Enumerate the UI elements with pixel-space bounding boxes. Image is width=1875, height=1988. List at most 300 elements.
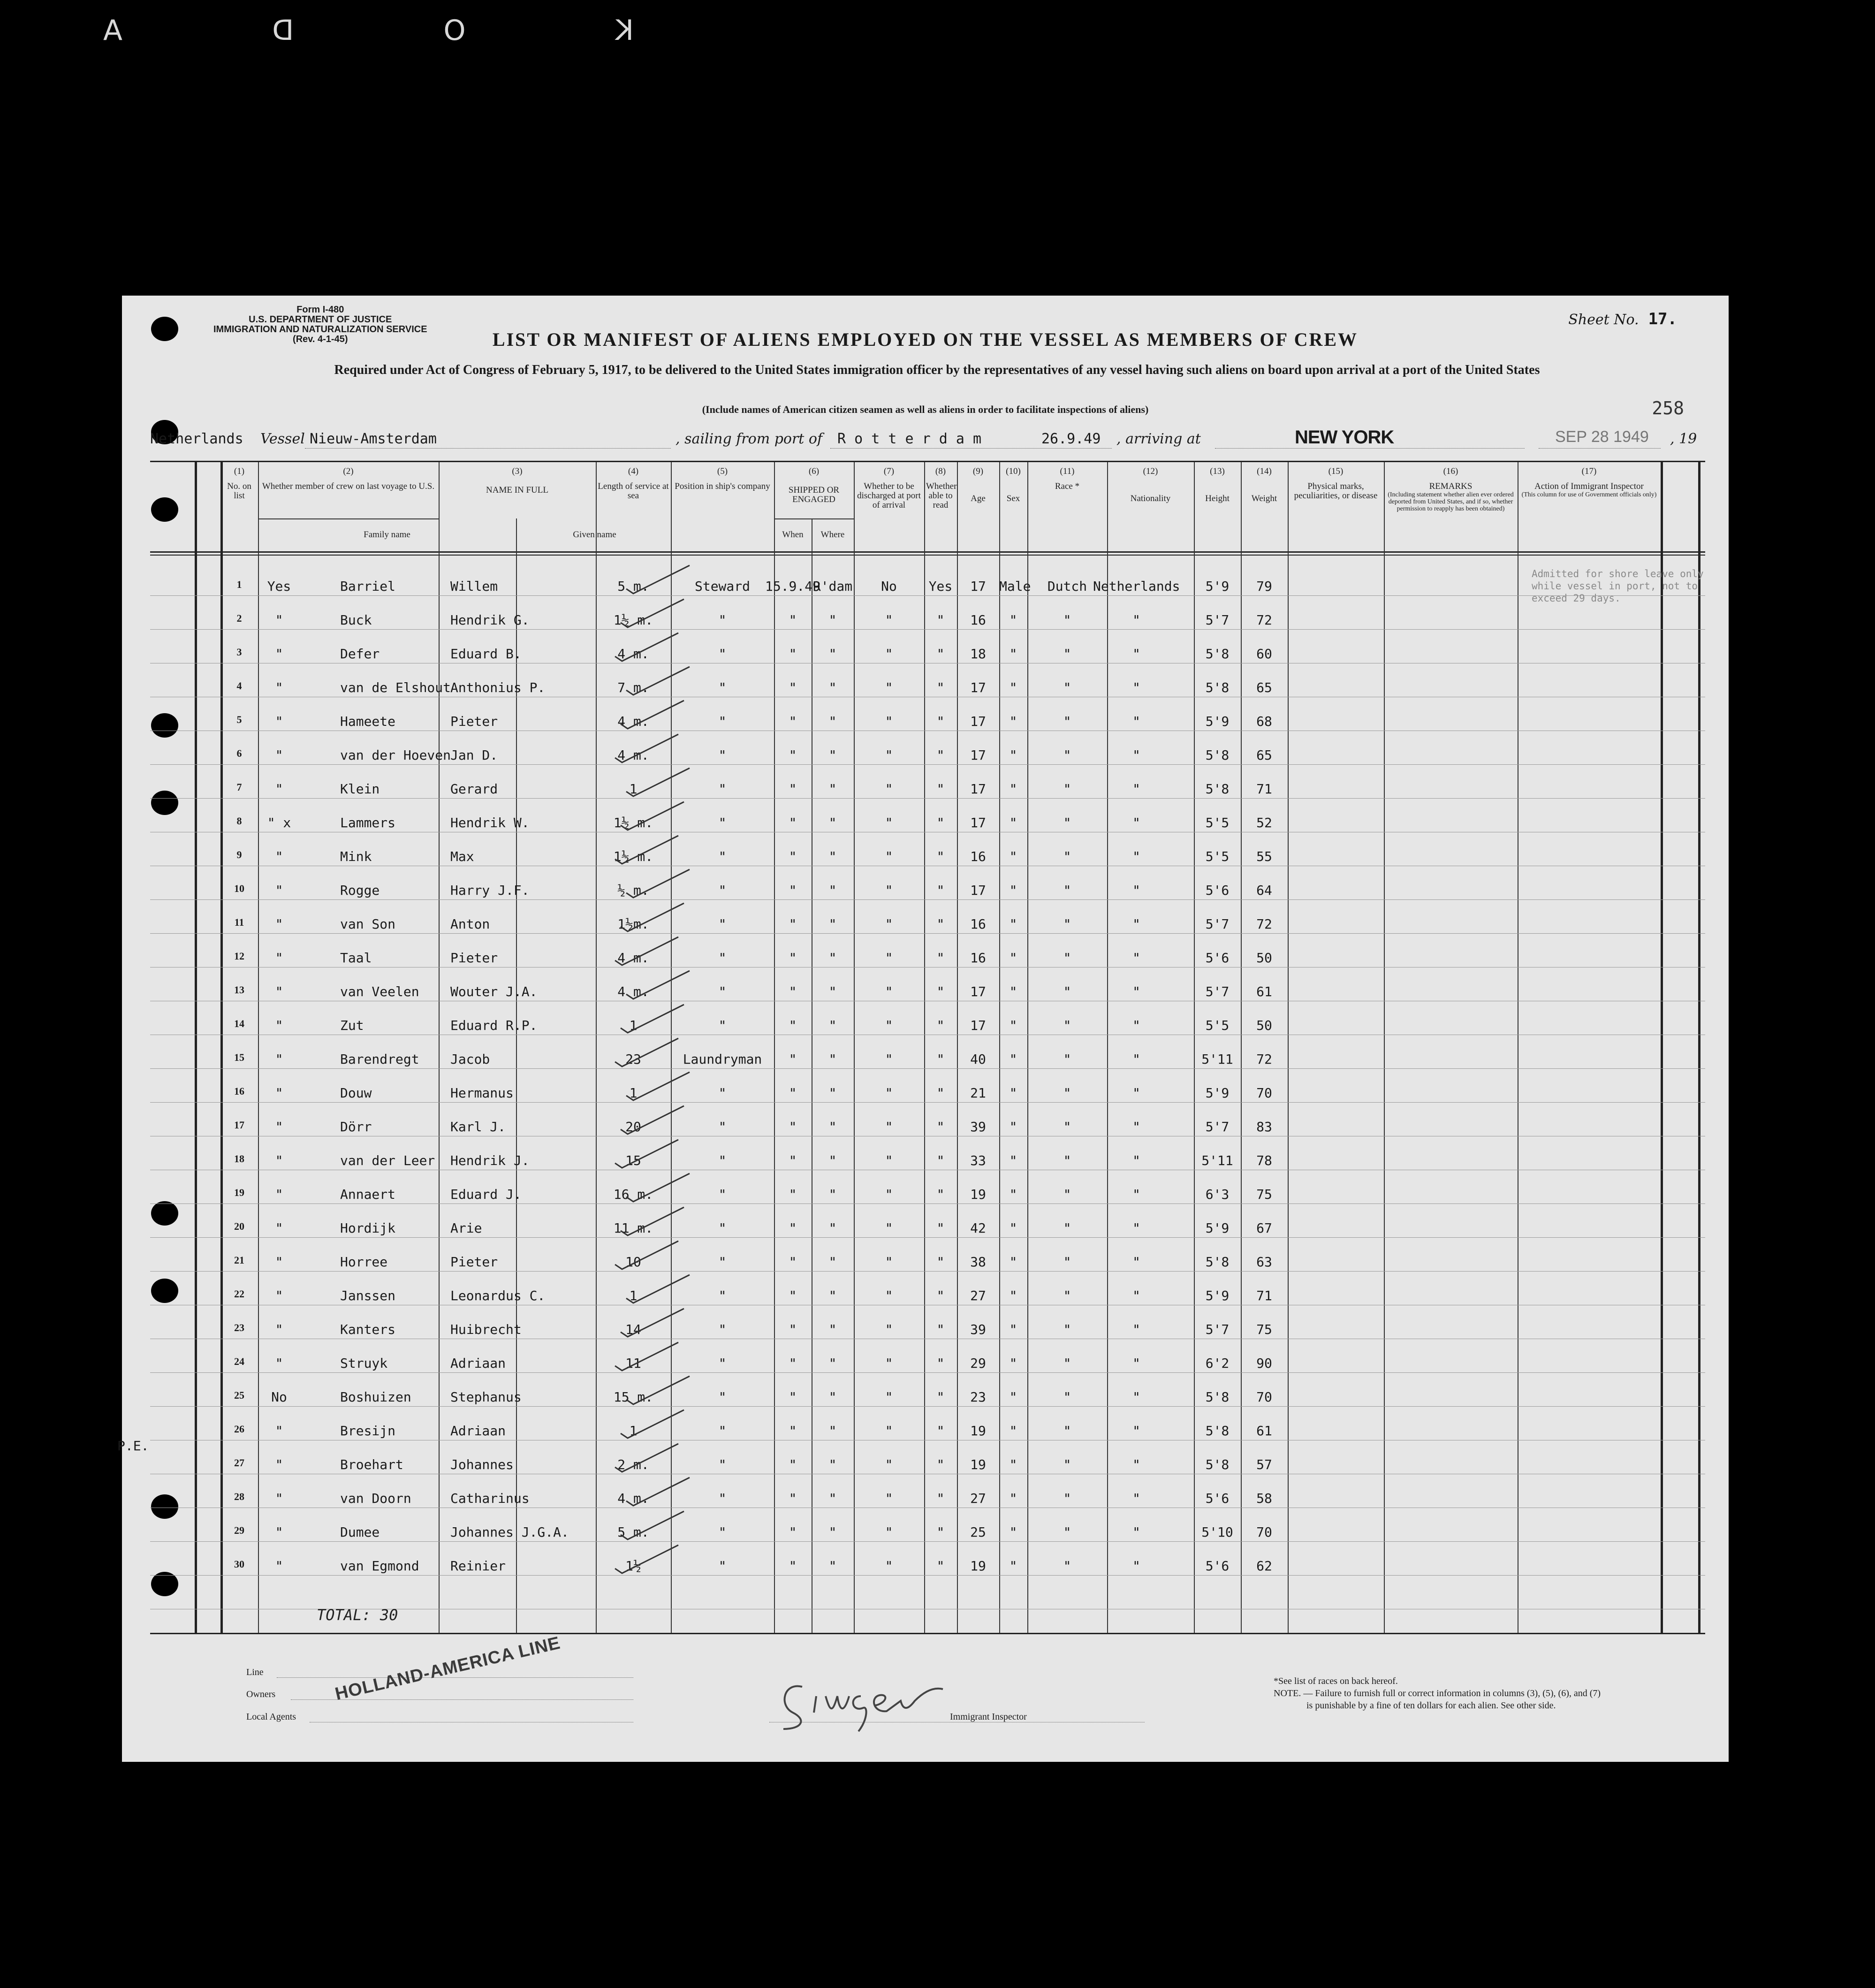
cell-crew: " xyxy=(275,680,283,695)
cell-height: 5'7 xyxy=(1205,916,1230,932)
cell-disch: " xyxy=(885,1018,893,1033)
column-header-11: (11) Race * xyxy=(1055,466,1080,491)
cell-disch: " xyxy=(885,781,893,797)
cell-crew: " xyxy=(275,1187,283,1202)
cell-when: " xyxy=(789,781,797,797)
cell-read: " xyxy=(936,849,945,864)
cell-sex: " xyxy=(1009,916,1017,932)
sheet-number xyxy=(1568,310,1677,328)
cell-read: Yes xyxy=(928,579,953,594)
cell-disch: " xyxy=(885,849,893,864)
cell-disch: " xyxy=(885,1051,893,1067)
cell-service: 1 xyxy=(629,1288,638,1303)
cell-given: Hermanus xyxy=(450,1085,514,1101)
owners-label: Owners xyxy=(246,1689,276,1699)
cell-race: " xyxy=(1063,714,1071,729)
cell-service: 5 m. xyxy=(617,1524,649,1540)
arrival-port: NEW YORK xyxy=(1295,427,1394,448)
cell-height: 5'9 xyxy=(1205,1288,1230,1303)
cell-height: 5'6 xyxy=(1205,1558,1230,1574)
cell-when: " xyxy=(789,916,797,932)
pe-mark: P.E. xyxy=(117,1438,149,1454)
cell-age: 17 xyxy=(970,815,986,830)
document-title: LIST OR MANIFEST OF ALIENS EMPLOYED ON THE VESSEL AS MEMBERS OF CREW xyxy=(492,329,1359,350)
cell-no: 28 xyxy=(234,1491,244,1502)
cell-family: Boshuizen xyxy=(340,1389,411,1405)
cell-where: " xyxy=(828,883,837,898)
cell-weight: 55 xyxy=(1256,849,1272,864)
cell-age: 19 xyxy=(970,1187,986,1202)
cell-service: 1 xyxy=(629,1085,638,1101)
cell-sex: " xyxy=(1009,1423,1017,1439)
cell-sex: " xyxy=(1009,1085,1017,1101)
cell-height: 5'7 xyxy=(1205,1322,1230,1337)
cell-family: Struyk xyxy=(340,1356,388,1371)
cell-given: Huibrecht xyxy=(450,1322,522,1337)
cell-race: " xyxy=(1063,1423,1071,1439)
cell-height: 5'8 xyxy=(1205,1389,1230,1405)
column-header-14: (14) Weight xyxy=(1251,466,1277,503)
cell-service: 4 m. xyxy=(617,950,649,966)
cell-service: 23 xyxy=(625,1051,641,1067)
cell-race: " xyxy=(1063,747,1071,763)
cell-position: " xyxy=(718,849,727,864)
cell-service: 16 m. xyxy=(613,1187,653,1202)
cell-sex: " xyxy=(1009,747,1017,763)
cell-position: " xyxy=(718,1288,727,1303)
cell-family: Hordijk xyxy=(340,1220,396,1236)
cell-height: 5'5 xyxy=(1205,815,1230,830)
cell-service: 1 xyxy=(629,781,638,797)
cell-read: " xyxy=(936,714,945,729)
cell-weight: 78 xyxy=(1256,1153,1272,1168)
cell-when: " xyxy=(789,1524,797,1540)
cell-crew: " xyxy=(275,612,283,628)
arriving-label: , arriving at xyxy=(1116,431,1201,447)
cell-disch: " xyxy=(885,680,893,695)
cell-no: 11 xyxy=(234,916,244,928)
cell-where: " xyxy=(828,680,837,695)
line-label: Line xyxy=(246,1667,264,1677)
cell-given: Anthonius P. xyxy=(450,680,546,695)
cell-service: 5 m. xyxy=(617,579,649,594)
cell-no: 10 xyxy=(234,883,244,894)
cell-crew: " xyxy=(275,1558,283,1574)
cell-race: " xyxy=(1063,1457,1071,1472)
cell-disch: " xyxy=(885,883,893,898)
races-note: *See list of races on back hereof. xyxy=(1274,1676,1398,1686)
cell-height: 5'9 xyxy=(1205,1220,1230,1236)
cell-position: " xyxy=(718,1524,727,1540)
cell-sex: " xyxy=(1009,1119,1017,1135)
cell-given: Johannes xyxy=(450,1457,514,1472)
cell-height: 5'5 xyxy=(1205,1018,1230,1033)
cell-given: Harry J.F. xyxy=(450,883,530,898)
cell-position: " xyxy=(718,1491,727,1506)
cell-given: Pieter xyxy=(450,714,498,729)
cell-read: " xyxy=(936,1153,945,1168)
cell-read: " xyxy=(936,815,945,830)
cell-age: 19 xyxy=(970,1423,986,1439)
cell-age: 25 xyxy=(970,1524,986,1540)
cell-read: " xyxy=(936,1356,945,1371)
cell-given: Leonardus C. xyxy=(450,1288,546,1303)
cell-given: Johannes J.G.A. xyxy=(450,1524,569,1540)
cell-service: 1½ m. xyxy=(613,612,653,628)
cell-given: Pieter xyxy=(450,1254,498,1270)
cell-read: " xyxy=(936,1119,945,1135)
cell-service: 7 m. xyxy=(617,680,649,695)
cell-where: " xyxy=(828,916,837,932)
cell-sex: " xyxy=(1009,680,1017,695)
total-count: TOTAL: 30 xyxy=(317,1606,398,1624)
cell-read: " xyxy=(936,1491,945,1506)
cell-family: Klein xyxy=(340,781,380,797)
cell-age: 40 xyxy=(970,1051,986,1067)
cell-race: " xyxy=(1063,1288,1071,1303)
cell-nat: " xyxy=(1132,849,1140,864)
cell-height: 6'3 xyxy=(1205,1187,1230,1202)
cell-position: " xyxy=(718,1322,727,1337)
cell-weight: 68 xyxy=(1256,714,1272,729)
cell-read: " xyxy=(936,1085,945,1101)
cell-crew: " xyxy=(275,781,283,797)
cell-weight: 60 xyxy=(1256,646,1272,662)
cell-family: Barriel xyxy=(340,579,396,594)
cell-crew: " xyxy=(275,1356,283,1371)
cell-read: " xyxy=(936,1187,945,1202)
cell-weight: 63 xyxy=(1256,1254,1272,1270)
cell-height: 5'7 xyxy=(1205,1119,1230,1135)
cell-given: Stephanus xyxy=(450,1389,522,1405)
cell-height: 5'5 xyxy=(1205,849,1230,864)
film-edge-code: K O D A xyxy=(33,14,634,47)
cell-where: " xyxy=(828,1254,837,1270)
cell-crew: " xyxy=(275,1254,283,1270)
cell-read: " xyxy=(936,1288,945,1303)
cell-sex: " xyxy=(1009,984,1017,999)
cell-given: Reinier xyxy=(450,1558,506,1574)
cell-age: 16 xyxy=(970,612,986,628)
manifest-sheet xyxy=(117,296,1729,1762)
crew-table xyxy=(117,461,1705,1634)
cell-race: " xyxy=(1063,1254,1071,1270)
cell-age: 29 xyxy=(970,1356,986,1371)
cell-no: 16 xyxy=(234,1085,244,1097)
cell-service: 2 m. xyxy=(617,1457,649,1472)
cell-weight: 75 xyxy=(1256,1187,1272,1202)
cell-weight: 57 xyxy=(1256,1457,1272,1472)
cell-no: 19 xyxy=(234,1187,244,1198)
cell-nat: " xyxy=(1132,1457,1140,1472)
cell-family: Taal xyxy=(340,950,372,966)
cell-where: " xyxy=(828,781,837,797)
cell-crew: " xyxy=(275,916,283,932)
cell-where: " xyxy=(828,1119,837,1135)
cell-read: " xyxy=(936,1220,945,1236)
cell-height: 5'10 xyxy=(1201,1524,1233,1540)
cell-disch: " xyxy=(885,916,893,932)
vessel-name: Nieuw-Amsterdam xyxy=(310,431,437,447)
cell-nat: " xyxy=(1132,1491,1140,1506)
cell-weight: 65 xyxy=(1256,680,1272,695)
cell-read: " xyxy=(936,1524,945,1540)
form-number: Form I-480 xyxy=(296,305,344,315)
cell-when: " xyxy=(789,1558,797,1574)
cell-position: " xyxy=(718,1389,727,1405)
column-header-17: (17) Action of Immigrant Inspector (This column for use of Government officials only) xyxy=(1521,466,1657,498)
form-revision: (Rev. 4-1-45) xyxy=(293,334,348,344)
cell-when: " xyxy=(789,680,797,695)
cell-family: Rogge xyxy=(340,883,380,898)
column-subheader-6-2: Where xyxy=(820,530,845,540)
cell-crew: " xyxy=(275,714,283,729)
cell-race: " xyxy=(1063,1558,1071,1574)
cell-weight: 50 xyxy=(1256,950,1272,966)
cell-age: 17 xyxy=(970,781,986,797)
cell-service: 20 xyxy=(625,1119,641,1135)
cell-race: " xyxy=(1063,849,1071,864)
cell-nat: " xyxy=(1132,680,1140,695)
column-header-7: (7) Whether to be discharged at port of arrival xyxy=(857,466,921,510)
cell-height: 5'8 xyxy=(1205,1457,1230,1472)
cell-height: 5'9 xyxy=(1205,579,1230,594)
cell-age: 16 xyxy=(970,950,986,966)
cell-position: " xyxy=(718,1423,727,1439)
cell-crew: " xyxy=(275,1085,283,1101)
column-header-16: (16) REMARKS (Including statement whether alien ever ordered deported from United States, and if so, whether permission to reapply has been obtained) xyxy=(1388,466,1514,512)
cell-where: " xyxy=(828,1457,837,1472)
cell-when: " xyxy=(789,950,797,966)
cell-read: " xyxy=(936,1051,945,1067)
cell-family: van Veelen xyxy=(340,984,419,999)
cell-nat: " xyxy=(1132,1558,1140,1574)
cell-age: 17 xyxy=(970,714,986,729)
cell-given: Anton xyxy=(450,916,490,932)
cell-given: Max xyxy=(450,849,474,864)
cell-race: " xyxy=(1063,950,1071,966)
cell-height: 5'8 xyxy=(1205,680,1230,695)
cell-nat: " xyxy=(1132,1018,1140,1033)
column-header-15: (15) Physical marks, peculiarities, or disease xyxy=(1294,466,1378,501)
cell-weight: 70 xyxy=(1256,1524,1272,1540)
cell-crew: " xyxy=(275,1322,283,1337)
cell-family: Janssen xyxy=(340,1288,396,1303)
cell-given: Adriaan xyxy=(450,1356,506,1371)
cell-service: 15 m. xyxy=(613,1389,653,1405)
cell-where: " xyxy=(828,815,837,830)
cell-nat: " xyxy=(1132,1389,1140,1405)
cell-when: " xyxy=(789,1018,797,1033)
cell-nat: " xyxy=(1132,1220,1140,1236)
cell-service: 15 xyxy=(625,1153,641,1168)
cell-weight: 50 xyxy=(1256,1018,1272,1033)
cell-no: 12 xyxy=(234,950,244,962)
cell-when: " xyxy=(789,1085,797,1101)
cell-service: 1½ m. xyxy=(613,849,653,864)
cell-nat: " xyxy=(1132,916,1140,932)
form-service: IMMIGRATION AND NATURALIZATION SERVICE xyxy=(213,324,427,335)
cell-crew: " xyxy=(275,1524,283,1540)
cell-crew: " xyxy=(275,1119,283,1135)
cell-age: 38 xyxy=(970,1254,986,1270)
cell-no: 23 xyxy=(234,1322,244,1333)
cell-crew: " xyxy=(275,950,283,966)
cell-crew: " xyxy=(275,1288,283,1303)
cell-family: Bresijn xyxy=(340,1423,396,1439)
cell-where: " xyxy=(828,1153,837,1168)
cell-nat: " xyxy=(1132,1524,1140,1540)
cell-where: R'dam xyxy=(812,579,853,594)
cell-given: Willem xyxy=(450,579,498,594)
cell-disch: " xyxy=(885,1254,893,1270)
cell-where: " xyxy=(828,1322,837,1337)
cell-age: 17 xyxy=(970,680,986,695)
cell-age: 16 xyxy=(970,849,986,864)
cell-where: " xyxy=(828,849,837,864)
cell-race: " xyxy=(1063,1220,1071,1236)
cell-position: " xyxy=(718,781,727,797)
cell-height: 6'2 xyxy=(1205,1356,1230,1371)
cell-no: 1 xyxy=(236,579,242,590)
column-header-10: (10) Sex xyxy=(1006,466,1021,503)
cell-no: 14 xyxy=(234,1018,244,1029)
cell-family: Dörr xyxy=(340,1119,372,1135)
cell-where: " xyxy=(828,1524,837,1540)
vessel-flag: Netherlands xyxy=(150,431,243,447)
cell-read: " xyxy=(936,984,945,999)
cell-nat: " xyxy=(1132,984,1140,999)
cell-weight: 61 xyxy=(1256,1423,1272,1439)
cell-service: 1½ xyxy=(625,1558,641,1574)
cell-no: 4 xyxy=(236,680,242,692)
cell-read: " xyxy=(936,1322,945,1337)
cell-no: 6 xyxy=(236,747,242,759)
cell-sex: " xyxy=(1009,781,1017,797)
cell-crew: " xyxy=(275,883,283,898)
column-header-2: (2) Whether member of crew on last voyage to U.S. xyxy=(262,466,435,491)
cell-nat: " xyxy=(1132,781,1140,797)
cell-position: " xyxy=(718,984,727,999)
cell-position: " xyxy=(718,1457,727,1472)
cell-height: 5'8 xyxy=(1205,747,1230,763)
cell-family: Defer xyxy=(340,646,380,662)
cell-age: 21 xyxy=(970,1085,986,1101)
cell-nat: " xyxy=(1132,1254,1140,1270)
column-header-9: (9) Age xyxy=(971,466,986,503)
cell-read: " xyxy=(936,1254,945,1270)
cell-when: " xyxy=(789,714,797,729)
column-header-6: (6) SHIPPED OR ENGAGED xyxy=(788,466,840,504)
cell-given: Jan D. xyxy=(450,747,498,763)
cell-position: " xyxy=(718,1085,727,1101)
cell-nat: " xyxy=(1132,1356,1140,1371)
cell-service: 11 xyxy=(625,1356,641,1371)
cell-disch: " xyxy=(885,1389,893,1405)
cell-when: " xyxy=(789,612,797,628)
cell-nat: Netherlands xyxy=(1093,579,1180,594)
cell-sex: " xyxy=(1009,1524,1017,1540)
cell-race: " xyxy=(1063,916,1071,932)
cell-family: Broehart xyxy=(340,1457,403,1472)
cell-position: " xyxy=(718,612,727,628)
cell-age: 39 xyxy=(970,1119,986,1135)
cell-service: ½ m. xyxy=(617,883,649,898)
cell-given: Eduard J. xyxy=(450,1187,522,1202)
cell-sex: " xyxy=(1009,849,1017,864)
cell-race: " xyxy=(1063,680,1071,695)
sheet-label: Sheet No. xyxy=(1568,312,1639,328)
cell-disch: " xyxy=(885,1288,893,1303)
cell-position: " xyxy=(718,1153,727,1168)
cell-sex: " xyxy=(1009,646,1017,662)
cell-race: " xyxy=(1063,1018,1071,1033)
form-department: U.S. DEPARTMENT OF JUSTICE xyxy=(249,314,392,325)
cell-disch: " xyxy=(885,950,893,966)
cell-crew: " xyxy=(275,1491,283,1506)
cell-where: " xyxy=(828,612,837,628)
footer-notes xyxy=(1274,1675,1601,1712)
cell-crew: " xyxy=(275,1051,283,1067)
cell-family: Buck xyxy=(340,612,372,628)
cell-race: " xyxy=(1063,1153,1071,1168)
cell-race: " xyxy=(1063,1051,1071,1067)
cell-disch: " xyxy=(885,1423,893,1439)
cell-when: " xyxy=(789,646,797,662)
cell-no: 15 xyxy=(234,1051,244,1063)
cell-sex: " xyxy=(1009,1051,1017,1067)
cell-nat: " xyxy=(1132,747,1140,763)
cell-service: 4 m. xyxy=(617,1491,649,1506)
cell-weight: 70 xyxy=(1256,1085,1272,1101)
cell-when: " xyxy=(789,815,797,830)
cell-no: 9 xyxy=(236,849,242,861)
cell-position: Steward xyxy=(694,579,750,594)
cell-position: " xyxy=(718,1119,727,1135)
cell-disch: " xyxy=(885,1491,893,1506)
cell-weight: 79 xyxy=(1256,579,1272,594)
cell-sex: " xyxy=(1009,815,1017,830)
cell-given: Hendrik G. xyxy=(450,612,530,628)
cell-disch: " xyxy=(885,646,893,662)
cell-where: " xyxy=(828,1423,837,1439)
fine-note-cont: is punishable by a fine of ten dollars for each alien. See other side. xyxy=(1306,1700,1556,1711)
cell-no: 25 xyxy=(234,1389,244,1401)
cell-no: 18 xyxy=(234,1153,244,1165)
cell-age: 17 xyxy=(970,883,986,898)
cell-weight: 75 xyxy=(1256,1322,1272,1337)
cell-height: 5'11 xyxy=(1201,1051,1233,1067)
cell-sex: " xyxy=(1009,1153,1017,1168)
cell-crew: " xyxy=(275,1220,283,1236)
inspector-signature xyxy=(774,1668,971,1734)
cell-where: " xyxy=(828,1356,837,1371)
cell-no: 8 xyxy=(236,815,242,827)
cell-family: Barendregt xyxy=(340,1051,419,1067)
cell-family: van der Hoeven xyxy=(340,747,451,763)
cell-sex: " xyxy=(1009,1288,1017,1303)
cell-where: " xyxy=(828,747,837,763)
cell-disch: " xyxy=(885,714,893,729)
cell-weight: 67 xyxy=(1256,1220,1272,1236)
cell-age: 33 xyxy=(970,1153,986,1168)
cell-no: 29 xyxy=(234,1524,244,1536)
cell-read: " xyxy=(936,950,945,966)
cell-height: 5'6 xyxy=(1205,1491,1230,1506)
cell-when: " xyxy=(789,984,797,999)
cell-disch: " xyxy=(885,1187,893,1202)
cell-position: " xyxy=(718,1187,727,1202)
